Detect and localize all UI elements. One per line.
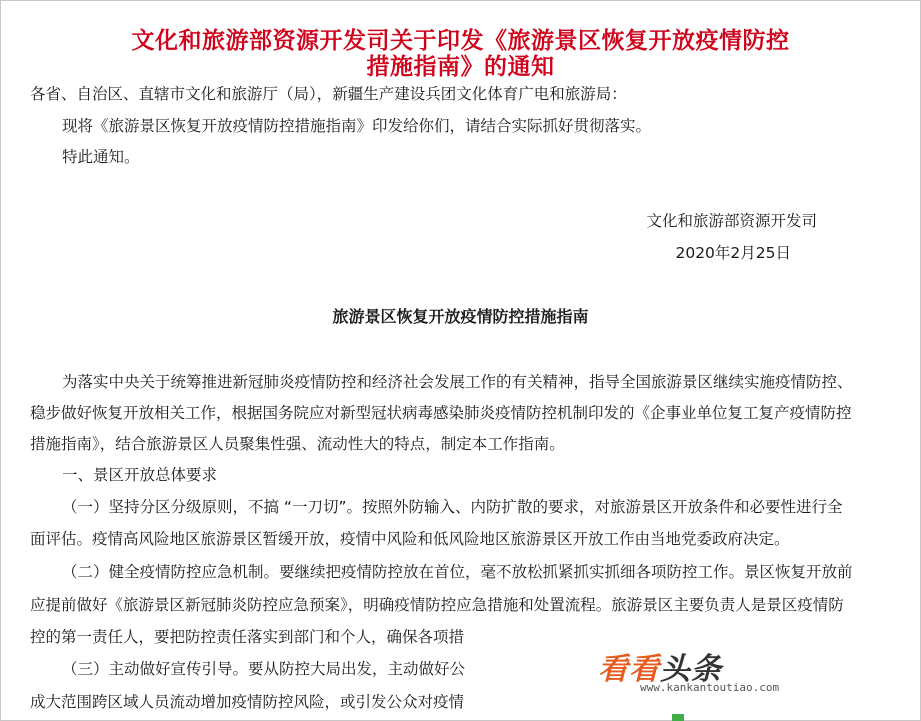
body-line: 面评估。疫情高风险地区旅游景区暂缓开放，疫情中风险和低风险地区旅游景区开放工作由当地党委政府决定。 xyxy=(30,530,790,548)
guide-title: 旅游景区恢复开放疫情防控措施指南 xyxy=(332,307,589,326)
taskbar-edge-indicator xyxy=(672,714,684,721)
watermark-logo xyxy=(598,644,798,696)
addressee: 各省、自治区、直辖市文化和旅游厅（局），新疆生产建设兵团文化体育广电和旅游局： xyxy=(30,85,627,103)
notice-title-line1: 文化和旅游部资源开发司关于印发《旅游景区恢复开放疫情防控 xyxy=(131,28,790,54)
watermark-brand-part1: 看看 xyxy=(598,652,660,687)
body-line: 稳步做好恢复开放相关工作，根据国务院应对新型冠状病毒感染肺炎疫情防控机制印发的《企事业单位复工复产疫情防控 xyxy=(30,404,852,422)
body-line: （二）健全疫情防控应急机制。要继续把疫情防控放在首位，毫不放松抓紧抓实抓细各项防控工作。景区恢复开放前 xyxy=(62,563,853,581)
body-line: 为落实中央关于统筹推进新冠肺炎疫情防控和经济社会发展工作的有关精神，指导全国旅游景区继续实施疫情防控、 xyxy=(62,373,853,391)
notice-paragraph: 现将《旅游景区恢复开放疫情防控措施指南》印发给你们，请结合实际抓好贯彻落实。 xyxy=(62,117,652,135)
issuer-signature: 文化和旅游部资源开发司 xyxy=(646,212,817,230)
notice-closing: 特此通知。 xyxy=(62,148,140,166)
body-line: 应提前做好《旅游景区新冠肺炎防控应急预案》，明确疫情防控应急措施和处置流程。旅游景区主要负责人是景区疫情防 xyxy=(30,596,844,614)
body-line: 措施指南》，结合旅游景区人员聚集性强、流动性大的特点，制定本工作指南。 xyxy=(30,435,565,453)
watermark-url: www.kankantoutiao.com xyxy=(640,681,780,694)
body-line: （三）主动做好宣传引导。要从防控大局出发，主动做好公 xyxy=(62,660,466,678)
body-line: 成大范围跨区域人员流动增加疫情防控风险，或引发公众对疫情 xyxy=(30,693,465,711)
body-line: 控的第一责任人，要把防控责任落实到部门和个人，确保各项措 xyxy=(30,628,465,646)
section-heading: 一、景区开放总体要求 xyxy=(62,466,218,484)
issue-date: 2020年2月25日 xyxy=(675,244,791,262)
body-line: （一）坚持分区分级原则，不搞 “一刀切”。按照外防输入、内防扩散的要求，对旅游景区开放条件和必要性进行全 xyxy=(62,498,843,516)
watermark-brand-part2: 头条 xyxy=(660,652,722,687)
notice-title-line2: 措施指南》的通知 xyxy=(366,54,555,80)
